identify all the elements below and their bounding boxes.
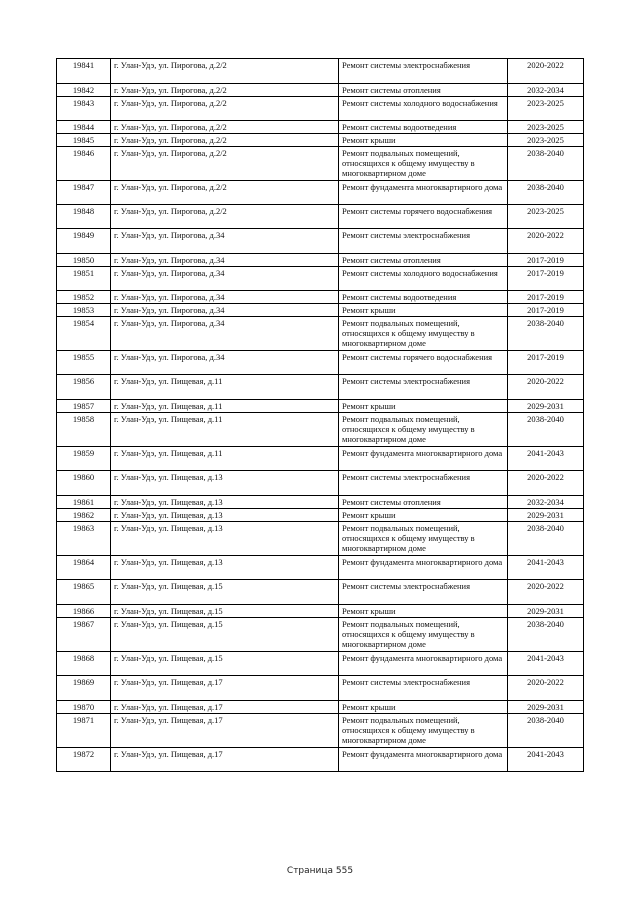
period-cell: 2020-2022 xyxy=(508,676,584,701)
row-number-cell: 19868 xyxy=(57,652,111,676)
row-number-cell: 19861 xyxy=(57,496,111,509)
address-cell: г. Улан-Удэ, ул. Пищевая, д.11 xyxy=(111,400,339,413)
work-type-cell: Ремонт системы отопления xyxy=(339,84,508,97)
table-row xyxy=(57,317,584,351)
address-cell: г. Улан-Удэ, ул. Пищевая, д.13 xyxy=(111,509,339,522)
address-cell: г. Улан-Удэ, ул. Пирогова, д.2/2 xyxy=(111,134,339,147)
address-cell: г. Улан-Удэ, ул. Пищевая, д.15 xyxy=(111,580,339,605)
address-cell: г. Улан-Удэ, ул. Пирогова, д.34 xyxy=(111,291,339,304)
period-cell: 2023-2025 xyxy=(508,121,584,134)
address-cell: г. Улан-Удэ, ул. Пищевая, д.17 xyxy=(111,714,339,748)
address-cell: г. Улан-Удэ, ул. Пирогова, д.34 xyxy=(111,317,339,351)
address-cell: г. Улан-Удэ, ул. Пищевая, д.11 xyxy=(111,447,339,471)
repair-schedule-table xyxy=(56,58,584,772)
work-type-cell: Ремонт системы электроснабжения xyxy=(339,59,508,84)
period-cell: 2020-2022 xyxy=(508,580,584,605)
period-cell: 2038-2040 xyxy=(508,181,584,205)
address-cell: г. Улан-Удэ, ул. Пирогова, д.2/2 xyxy=(111,59,339,84)
table-row xyxy=(57,471,584,496)
address-cell: г. Улан-Удэ, ул. Пирогова, д.2/2 xyxy=(111,121,339,134)
address-cell: г. Улан-Удэ, ул. Пирогова, д.34 xyxy=(111,351,339,375)
work-type-cell: Ремонт системы водоотведения xyxy=(339,291,508,304)
address-cell: г. Улан-Удэ, ул. Пирогова, д.2/2 xyxy=(111,84,339,97)
period-cell: 2017-2019 xyxy=(508,304,584,317)
row-number-cell: 19871 xyxy=(57,714,111,748)
period-cell: 2023-2025 xyxy=(508,97,584,121)
period-cell: 2032-2034 xyxy=(508,84,584,97)
period-cell: 2029-2031 xyxy=(508,400,584,413)
row-number-cell: 19855 xyxy=(57,351,111,375)
row-number-cell: 19860 xyxy=(57,471,111,496)
period-cell: 2038-2040 xyxy=(508,522,584,556)
period-cell: 2038-2040 xyxy=(508,147,584,181)
row-number-cell: 19864 xyxy=(57,556,111,580)
work-type-cell: Ремонт системы холодного водоснабжения xyxy=(339,97,508,121)
table-row xyxy=(57,59,584,84)
work-type-cell: Ремонт системы горячего водоснабжения xyxy=(339,351,508,375)
address-cell: г. Улан-Удэ, ул. Пирогова, д.34 xyxy=(111,304,339,317)
row-number-cell: 19862 xyxy=(57,509,111,522)
row-number-cell: 19851 xyxy=(57,267,111,291)
period-cell: 2023-2025 xyxy=(508,205,584,229)
period-cell: 2041-2043 xyxy=(508,748,584,772)
address-cell: г. Улан-Удэ, ул. Пищевая, д.11 xyxy=(111,375,339,400)
work-type-cell: Ремонт фундамента многоквартирного дома xyxy=(339,652,508,676)
table-row xyxy=(57,147,584,181)
row-number-cell: 19850 xyxy=(57,254,111,267)
row-number-cell: 19845 xyxy=(57,134,111,147)
work-type-cell: Ремонт системы электроснабжения xyxy=(339,676,508,701)
address-cell: г. Улан-Удэ, ул. Пирогова, д.2/2 xyxy=(111,97,339,121)
row-number-cell: 19869 xyxy=(57,676,111,701)
work-type-cell: Ремонт крыши xyxy=(339,509,508,522)
table-row xyxy=(57,205,584,229)
address-cell: г. Улан-Удэ, ул. Пирогова, д.2/2 xyxy=(111,181,339,205)
work-type-cell: Ремонт крыши xyxy=(339,304,508,317)
period-cell: 2023-2025 xyxy=(508,134,584,147)
table-row xyxy=(57,97,584,121)
table-row xyxy=(57,618,584,652)
table-row xyxy=(57,701,584,714)
row-number-cell: 19847 xyxy=(57,181,111,205)
period-cell: 2020-2022 xyxy=(508,229,584,254)
row-number-cell: 19848 xyxy=(57,205,111,229)
address-cell: г. Улан-Удэ, ул. Пищевая, д.15 xyxy=(111,605,339,618)
work-type-cell: Ремонт фундамента многоквартирного дома xyxy=(339,748,508,772)
work-type-cell: Ремонт подвальных помещений, относящихся к общему имуществу в многоквартирном доме xyxy=(339,147,508,181)
address-cell: г. Улан-Удэ, ул. Пищевая, д.13 xyxy=(111,471,339,496)
table-row xyxy=(57,605,584,618)
period-cell: 2041-2043 xyxy=(508,556,584,580)
table-row xyxy=(57,676,584,701)
address-cell: г. Улан-Удэ, ул. Пищевая, д.13 xyxy=(111,496,339,509)
table-row xyxy=(57,556,584,580)
work-type-cell: Ремонт крыши xyxy=(339,605,508,618)
address-cell: г. Улан-Удэ, ул. Пирогова, д.34 xyxy=(111,229,339,254)
work-type-cell: Ремонт системы электроснабжения xyxy=(339,375,508,400)
table-body xyxy=(57,59,584,772)
address-cell: г. Улан-Удэ, ул. Пищевая, д.17 xyxy=(111,676,339,701)
work-type-cell: Ремонт подвальных помещений, относящихся к общему имуществу в многоквартирном доме xyxy=(339,522,508,556)
work-type-cell: Ремонт системы электроснабжения xyxy=(339,580,508,605)
period-cell: 2017-2019 xyxy=(508,351,584,375)
table-row xyxy=(57,375,584,400)
work-type-cell: Ремонт крыши xyxy=(339,701,508,714)
work-type-cell: Ремонт крыши xyxy=(339,134,508,147)
row-number-cell: 19853 xyxy=(57,304,111,317)
page-number: Страница 555 xyxy=(286,866,354,876)
work-type-cell: Ремонт крыши xyxy=(339,400,508,413)
table-row xyxy=(57,509,584,522)
row-number-cell: 19858 xyxy=(57,413,111,447)
period-cell: 2032-2034 xyxy=(508,496,584,509)
table-row xyxy=(57,351,584,375)
address-cell: г. Улан-Удэ, ул. Пищевая, д.15 xyxy=(111,652,339,676)
work-type-cell: Ремонт подвальных помещений, относящихся к общему имуществу в многоквартирном доме xyxy=(339,413,508,447)
row-number-cell: 19841 xyxy=(57,59,111,84)
work-type-cell: Ремонт системы электроснабжения xyxy=(339,471,508,496)
row-number-cell: 19870 xyxy=(57,701,111,714)
row-number-cell: 19846 xyxy=(57,147,111,181)
table-row xyxy=(57,181,584,205)
address-cell: г. Улан-Удэ, ул. Пирогова, д.34 xyxy=(111,254,339,267)
period-cell: 2017-2019 xyxy=(508,254,584,267)
address-cell: г. Улан-Удэ, ул. Пищевая, д.17 xyxy=(111,748,339,772)
table-row xyxy=(57,291,584,304)
table-row xyxy=(57,413,584,447)
work-type-cell: Ремонт системы электроснабжения xyxy=(339,229,508,254)
address-cell: г. Улан-Удэ, ул. Пищевая, д.11 xyxy=(111,413,339,447)
address-cell: г. Улан-Удэ, ул. Пирогова, д.2/2 xyxy=(111,147,339,181)
table-row xyxy=(57,447,584,471)
address-cell: г. Улан-Удэ, ул. Пищевая, д.13 xyxy=(111,556,339,580)
address-cell: г. Улан-Удэ, ул. Пищевая, д.13 xyxy=(111,522,339,556)
work-type-cell: Ремонт системы холодного водоснабжения xyxy=(339,267,508,291)
period-cell: 2041-2043 xyxy=(508,652,584,676)
row-number-cell: 19865 xyxy=(57,580,111,605)
work-type-cell: Ремонт системы отопления xyxy=(339,496,508,509)
period-cell: 2020-2022 xyxy=(508,471,584,496)
work-type-cell: Ремонт системы водоотведения xyxy=(339,121,508,134)
table-row xyxy=(57,134,584,147)
work-type-cell: Ремонт подвальных помещений, относящихся к общему имуществу в многоквартирном доме xyxy=(339,317,508,351)
table-row xyxy=(57,267,584,291)
row-number-cell: 19849 xyxy=(57,229,111,254)
table-row xyxy=(57,254,584,267)
period-cell: 2038-2040 xyxy=(508,413,584,447)
row-number-cell: 19843 xyxy=(57,97,111,121)
period-cell: 2017-2019 xyxy=(508,291,584,304)
address-cell: г. Улан-Удэ, ул. Пирогова, д.2/2 xyxy=(111,205,339,229)
address-cell: г. Улан-Удэ, ул. Пищевая, д.17 xyxy=(111,701,339,714)
work-type-cell: Ремонт подвальных помещений, относящихся к общему имуществу в многоквартирном доме xyxy=(339,714,508,748)
period-cell: 2029-2031 xyxy=(508,701,584,714)
table-row xyxy=(57,522,584,556)
row-number-cell: 19863 xyxy=(57,522,111,556)
row-number-cell: 19854 xyxy=(57,317,111,351)
address-cell: г. Улан-Удэ, ул. Пищевая, д.15 xyxy=(111,618,339,652)
period-cell: 2038-2040 xyxy=(508,618,584,652)
row-number-cell: 19867 xyxy=(57,618,111,652)
row-number-cell: 19859 xyxy=(57,447,111,471)
row-number-cell: 19872 xyxy=(57,748,111,772)
period-cell: 2041-2043 xyxy=(508,447,584,471)
period-cell: 2020-2022 xyxy=(508,375,584,400)
row-number-cell: 19842 xyxy=(57,84,111,97)
row-number-cell: 19856 xyxy=(57,375,111,400)
row-number-cell: 19866 xyxy=(57,605,111,618)
table-row xyxy=(57,84,584,97)
table-row xyxy=(57,400,584,413)
period-cell: 2029-2031 xyxy=(508,509,584,522)
row-number-cell: 19857 xyxy=(57,400,111,413)
period-cell: 2038-2040 xyxy=(508,714,584,748)
work-type-cell: Ремонт фундамента многоквартирного дома xyxy=(339,556,508,580)
table-row xyxy=(57,496,584,509)
table-row xyxy=(57,748,584,772)
table-row xyxy=(57,304,584,317)
period-cell: 2020-2022 xyxy=(508,59,584,84)
period-cell: 2029-2031 xyxy=(508,605,584,618)
table-row xyxy=(57,714,584,748)
table-row xyxy=(57,652,584,676)
row-number-cell: 19852 xyxy=(57,291,111,304)
work-type-cell: Ремонт фундамента многоквартирного дома xyxy=(339,447,508,471)
row-number-cell: 19844 xyxy=(57,121,111,134)
address-cell: г. Улан-Удэ, ул. Пирогова, д.34 xyxy=(111,267,339,291)
work-type-cell: Ремонт подвальных помещений, относящихся к общему имуществу в многоквартирном доме xyxy=(339,618,508,652)
period-cell: 2038-2040 xyxy=(508,317,584,351)
table-row xyxy=(57,121,584,134)
table-row xyxy=(57,229,584,254)
work-type-cell: Ремонт системы отопления xyxy=(339,254,508,267)
work-type-cell: Ремонт системы горячего водоснабжения xyxy=(339,205,508,229)
period-cell: 2017-2019 xyxy=(508,267,584,291)
work-type-cell: Ремонт фундамента многоквартирного дома xyxy=(339,181,508,205)
table-row xyxy=(57,580,584,605)
